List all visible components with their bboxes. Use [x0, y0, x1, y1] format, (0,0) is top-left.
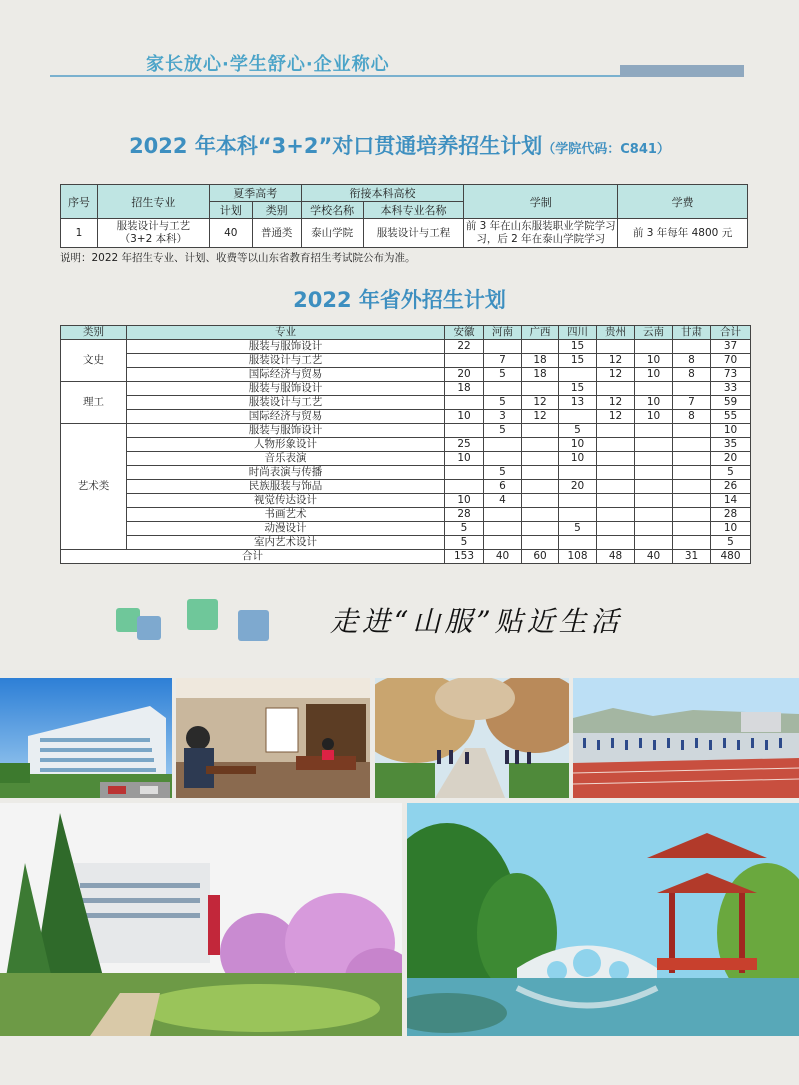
value-cell [445, 424, 484, 438]
value-cell: 10 [559, 452, 597, 466]
plan1-school-code: （学院代码：C841） [542, 142, 670, 157]
plan2-col-header: 甘肃 [673, 326, 711, 340]
value-cell [635, 508, 673, 522]
cell-major-a: 服装设计与工艺 [116, 220, 191, 232]
value-cell: 37 [711, 340, 751, 354]
total-value-cell: 60 [522, 550, 559, 564]
cell-system-b: 习，后 2 年在泰山学院学习 [476, 233, 606, 245]
value-cell: 12 [522, 396, 559, 410]
value-cell: 28 [711, 508, 751, 522]
value-cell: 10 [635, 396, 673, 410]
value-cell [635, 424, 673, 438]
sports-field-photo [573, 678, 799, 798]
value-cell [673, 438, 711, 452]
value-cell: 35 [711, 438, 751, 452]
plan2-col-header: 类别 [61, 326, 127, 340]
value-cell [597, 494, 635, 508]
plan2-col-header: 贵州 [597, 326, 635, 340]
cell-fee: 前 3 年每年 4800 元 [618, 219, 748, 248]
value-cell: 5 [711, 536, 751, 550]
value-cell [559, 466, 597, 480]
major-cell: 视觉传达设计 [127, 494, 445, 508]
th-bridge: 衔接本科高校 [301, 185, 464, 202]
plan2-col-header: 合计 [711, 326, 751, 340]
plan2-col-header: 河南 [484, 326, 522, 340]
campus-building-photo [0, 678, 172, 798]
value-cell [445, 354, 484, 368]
value-cell [673, 382, 711, 396]
value-cell [673, 494, 711, 508]
table-row [61, 340, 751, 354]
value-cell: 55 [711, 410, 751, 424]
table-row [61, 452, 751, 466]
motto-calligraphy: 走进“山服”贴近生活 [330, 605, 623, 638]
value-cell [635, 382, 673, 396]
table-row [61, 536, 751, 550]
value-cell [484, 438, 522, 452]
slogan: 家长放心·学生舒心·企业称心 [146, 54, 390, 75]
table-row [61, 396, 751, 410]
value-cell: 10 [711, 522, 751, 536]
major-cell: 国际经济与贸易 [127, 410, 445, 424]
total-value-cell: 40 [484, 550, 522, 564]
value-cell [635, 438, 673, 452]
value-cell: 20 [711, 452, 751, 466]
value-cell: 25 [445, 438, 484, 452]
value-cell [484, 452, 522, 466]
cell-no: 1 [61, 219, 98, 248]
value-cell [597, 340, 635, 354]
value-cell: 15 [559, 382, 597, 396]
th-summer: 夏季高考 [209, 185, 301, 202]
value-cell: 3 [484, 410, 522, 424]
value-cell: 10 [711, 424, 751, 438]
slogan-line [50, 75, 710, 77]
value-cell [445, 466, 484, 480]
major-cell: 国际经济与贸易 [127, 368, 445, 382]
plan1-note: 说明：2022 年招生专业、计划、收费等以山东省教育招生考试院公布为准。 [60, 252, 416, 264]
deco-square-blue [137, 616, 161, 640]
value-cell: 6 [484, 480, 522, 494]
value-cell [673, 508, 711, 522]
tree-avenue-photo [375, 678, 569, 798]
table-row [61, 508, 751, 522]
table-row [61, 354, 751, 368]
value-cell [559, 508, 597, 522]
value-cell: 12 [597, 354, 635, 368]
value-cell: 33 [711, 382, 751, 396]
value-cell: 10 [635, 354, 673, 368]
value-cell [597, 508, 635, 522]
value-cell [597, 480, 635, 494]
plan1-title-text: 2022 年本科“3+2”对口贯通培养招生计划 [129, 134, 543, 158]
value-cell: 15 [559, 354, 597, 368]
value-cell [597, 536, 635, 550]
value-cell [673, 522, 711, 536]
major-cell: 服装与服饰设计 [127, 340, 445, 354]
plan2-col-header: 广西 [522, 326, 559, 340]
total-row [61, 550, 751, 564]
cell-system-a: 前 3 年在山东服装职业学院学习 [465, 220, 616, 232]
value-cell [597, 522, 635, 536]
value-cell: 20 [559, 480, 597, 494]
plan2-header-row [61, 326, 751, 340]
value-cell [635, 480, 673, 494]
major-cell: 服装与服饰设计 [127, 424, 445, 438]
value-cell [522, 452, 559, 466]
value-cell [673, 424, 711, 438]
total-value-cell: 480 [711, 550, 751, 564]
value-cell: 12 [522, 410, 559, 424]
major-cell: 服装设计与工艺 [127, 354, 445, 368]
value-cell [484, 536, 522, 550]
value-cell: 18 [522, 368, 559, 382]
total-value-cell: 108 [559, 550, 597, 564]
value-cell [673, 536, 711, 550]
value-cell: 12 [597, 410, 635, 424]
value-cell [673, 340, 711, 354]
value-cell [635, 340, 673, 354]
table-row [61, 410, 751, 424]
th-major: 招生专业 [97, 185, 209, 219]
plan1-table [60, 184, 748, 248]
value-cell [597, 424, 635, 438]
value-cell [484, 340, 522, 354]
value-cell: 5 [484, 466, 522, 480]
table-row [61, 368, 751, 382]
value-cell: 7 [484, 354, 522, 368]
major-cell: 动漫设计 [127, 522, 445, 536]
value-cell: 73 [711, 368, 751, 382]
value-cell [484, 508, 522, 522]
th-no: 序号 [61, 185, 98, 219]
major-cell: 书画艺术 [127, 508, 445, 522]
value-cell: 8 [673, 410, 711, 424]
cell-type: 普通类 [252, 219, 301, 248]
value-cell [445, 396, 484, 410]
value-cell: 5 [445, 536, 484, 550]
value-cell: 12 [597, 368, 635, 382]
value-cell [559, 494, 597, 508]
total-value-cell: 31 [673, 550, 711, 564]
table-row [61, 438, 751, 452]
value-cell: 8 [673, 354, 711, 368]
value-cell: 5 [559, 424, 597, 438]
value-cell: 10 [635, 368, 673, 382]
major-cell: 室内艺术设计 [127, 536, 445, 550]
value-cell: 10 [559, 438, 597, 452]
value-cell [635, 536, 673, 550]
value-cell [522, 508, 559, 522]
category-cell: 艺术类 [61, 424, 127, 550]
value-cell [635, 466, 673, 480]
total-label: 合计 [61, 550, 445, 564]
cell-major [97, 219, 209, 248]
major-cell: 服装设计与工艺 [127, 396, 445, 410]
table-row [61, 494, 751, 508]
category-cell: 文史 [61, 340, 127, 382]
plan2-col-header: 安徽 [445, 326, 484, 340]
value-cell: 20 [445, 368, 484, 382]
table-row [61, 466, 751, 480]
value-cell [445, 480, 484, 494]
deco-square-green-2 [187, 599, 218, 630]
value-cell [522, 466, 559, 480]
value-cell [559, 536, 597, 550]
value-cell [597, 452, 635, 466]
cell-plan: 40 [209, 219, 252, 248]
cell-school: 泰山学院 [301, 219, 363, 248]
value-cell [522, 480, 559, 494]
value-cell [635, 522, 673, 536]
blossom-garden-photo [0, 803, 402, 1036]
deco-square-blue-2 [238, 610, 269, 641]
cell-bmajor: 服装设计与工程 [363, 219, 464, 248]
total-value-cell: 153 [445, 550, 484, 564]
plan2-table [60, 325, 751, 564]
value-cell: 22 [445, 340, 484, 354]
value-cell [597, 466, 635, 480]
total-value-cell: 48 [597, 550, 635, 564]
cell-system [464, 219, 618, 248]
value-cell: 10 [445, 452, 484, 466]
value-cell [484, 382, 522, 396]
th-plan: 计划 [209, 202, 252, 219]
value-cell [635, 494, 673, 508]
value-cell [559, 410, 597, 424]
value-cell: 14 [711, 494, 751, 508]
value-cell [522, 438, 559, 452]
value-cell: 5 [484, 368, 522, 382]
value-cell [522, 522, 559, 536]
value-cell: 18 [522, 354, 559, 368]
cell-major-b: （3+2 本科） [119, 233, 188, 245]
value-cell: 15 [559, 340, 597, 354]
value-cell [635, 452, 673, 466]
th-bmajor: 本科专业名称 [363, 202, 464, 219]
value-cell [484, 522, 522, 536]
major-cell: 音乐表演 [127, 452, 445, 466]
value-cell [522, 382, 559, 396]
value-cell: 5 [445, 522, 484, 536]
table-row [61, 219, 748, 248]
value-cell: 12 [597, 396, 635, 410]
value-cell: 7 [673, 396, 711, 410]
th-fee: 学费 [618, 185, 748, 219]
total-value-cell: 40 [635, 550, 673, 564]
plan2-col-header: 专业 [127, 326, 445, 340]
table-row [61, 424, 751, 438]
slogan-bar [620, 65, 744, 77]
major-cell: 民族服装与饰品 [127, 480, 445, 494]
value-cell [673, 452, 711, 466]
value-cell: 18 [445, 382, 484, 396]
value-cell: 4 [484, 494, 522, 508]
value-cell: 8 [673, 368, 711, 382]
plan2-col-header: 四川 [559, 326, 597, 340]
th-school: 学校名称 [301, 202, 363, 219]
major-cell: 服装与服饰设计 [127, 382, 445, 396]
value-cell: 26 [711, 480, 751, 494]
value-cell: 13 [559, 396, 597, 410]
value-cell: 10 [635, 410, 673, 424]
plan1-title [0, 130, 799, 160]
value-cell: 59 [711, 396, 751, 410]
value-cell: 5 [484, 424, 522, 438]
th-type: 类别 [252, 202, 301, 219]
value-cell [522, 494, 559, 508]
value-cell [597, 382, 635, 396]
value-cell [522, 424, 559, 438]
major-cell: 人物形象设计 [127, 438, 445, 452]
table-row [61, 480, 751, 494]
value-cell: 70 [711, 354, 751, 368]
major-cell: 时尚表演与传播 [127, 466, 445, 480]
value-cell: 5 [711, 466, 751, 480]
value-cell [522, 536, 559, 550]
value-cell [673, 480, 711, 494]
value-cell: 28 [445, 508, 484, 522]
value-cell: 10 [445, 494, 484, 508]
value-cell: 5 [484, 396, 522, 410]
value-cell: 10 [445, 410, 484, 424]
value-cell [597, 438, 635, 452]
value-cell [522, 340, 559, 354]
plan2-col-header: 云南 [635, 326, 673, 340]
th-system: 学制 [464, 185, 618, 219]
table-row [61, 522, 751, 536]
pavilion-bridge-photo [407, 803, 799, 1036]
plan2-title: 2022 年省外招生计划 [293, 288, 506, 312]
value-cell [673, 466, 711, 480]
value-cell: 5 [559, 522, 597, 536]
music-room-photo [176, 678, 370, 798]
table-row [61, 382, 751, 396]
category-cell: 理工 [61, 382, 127, 424]
value-cell [559, 368, 597, 382]
